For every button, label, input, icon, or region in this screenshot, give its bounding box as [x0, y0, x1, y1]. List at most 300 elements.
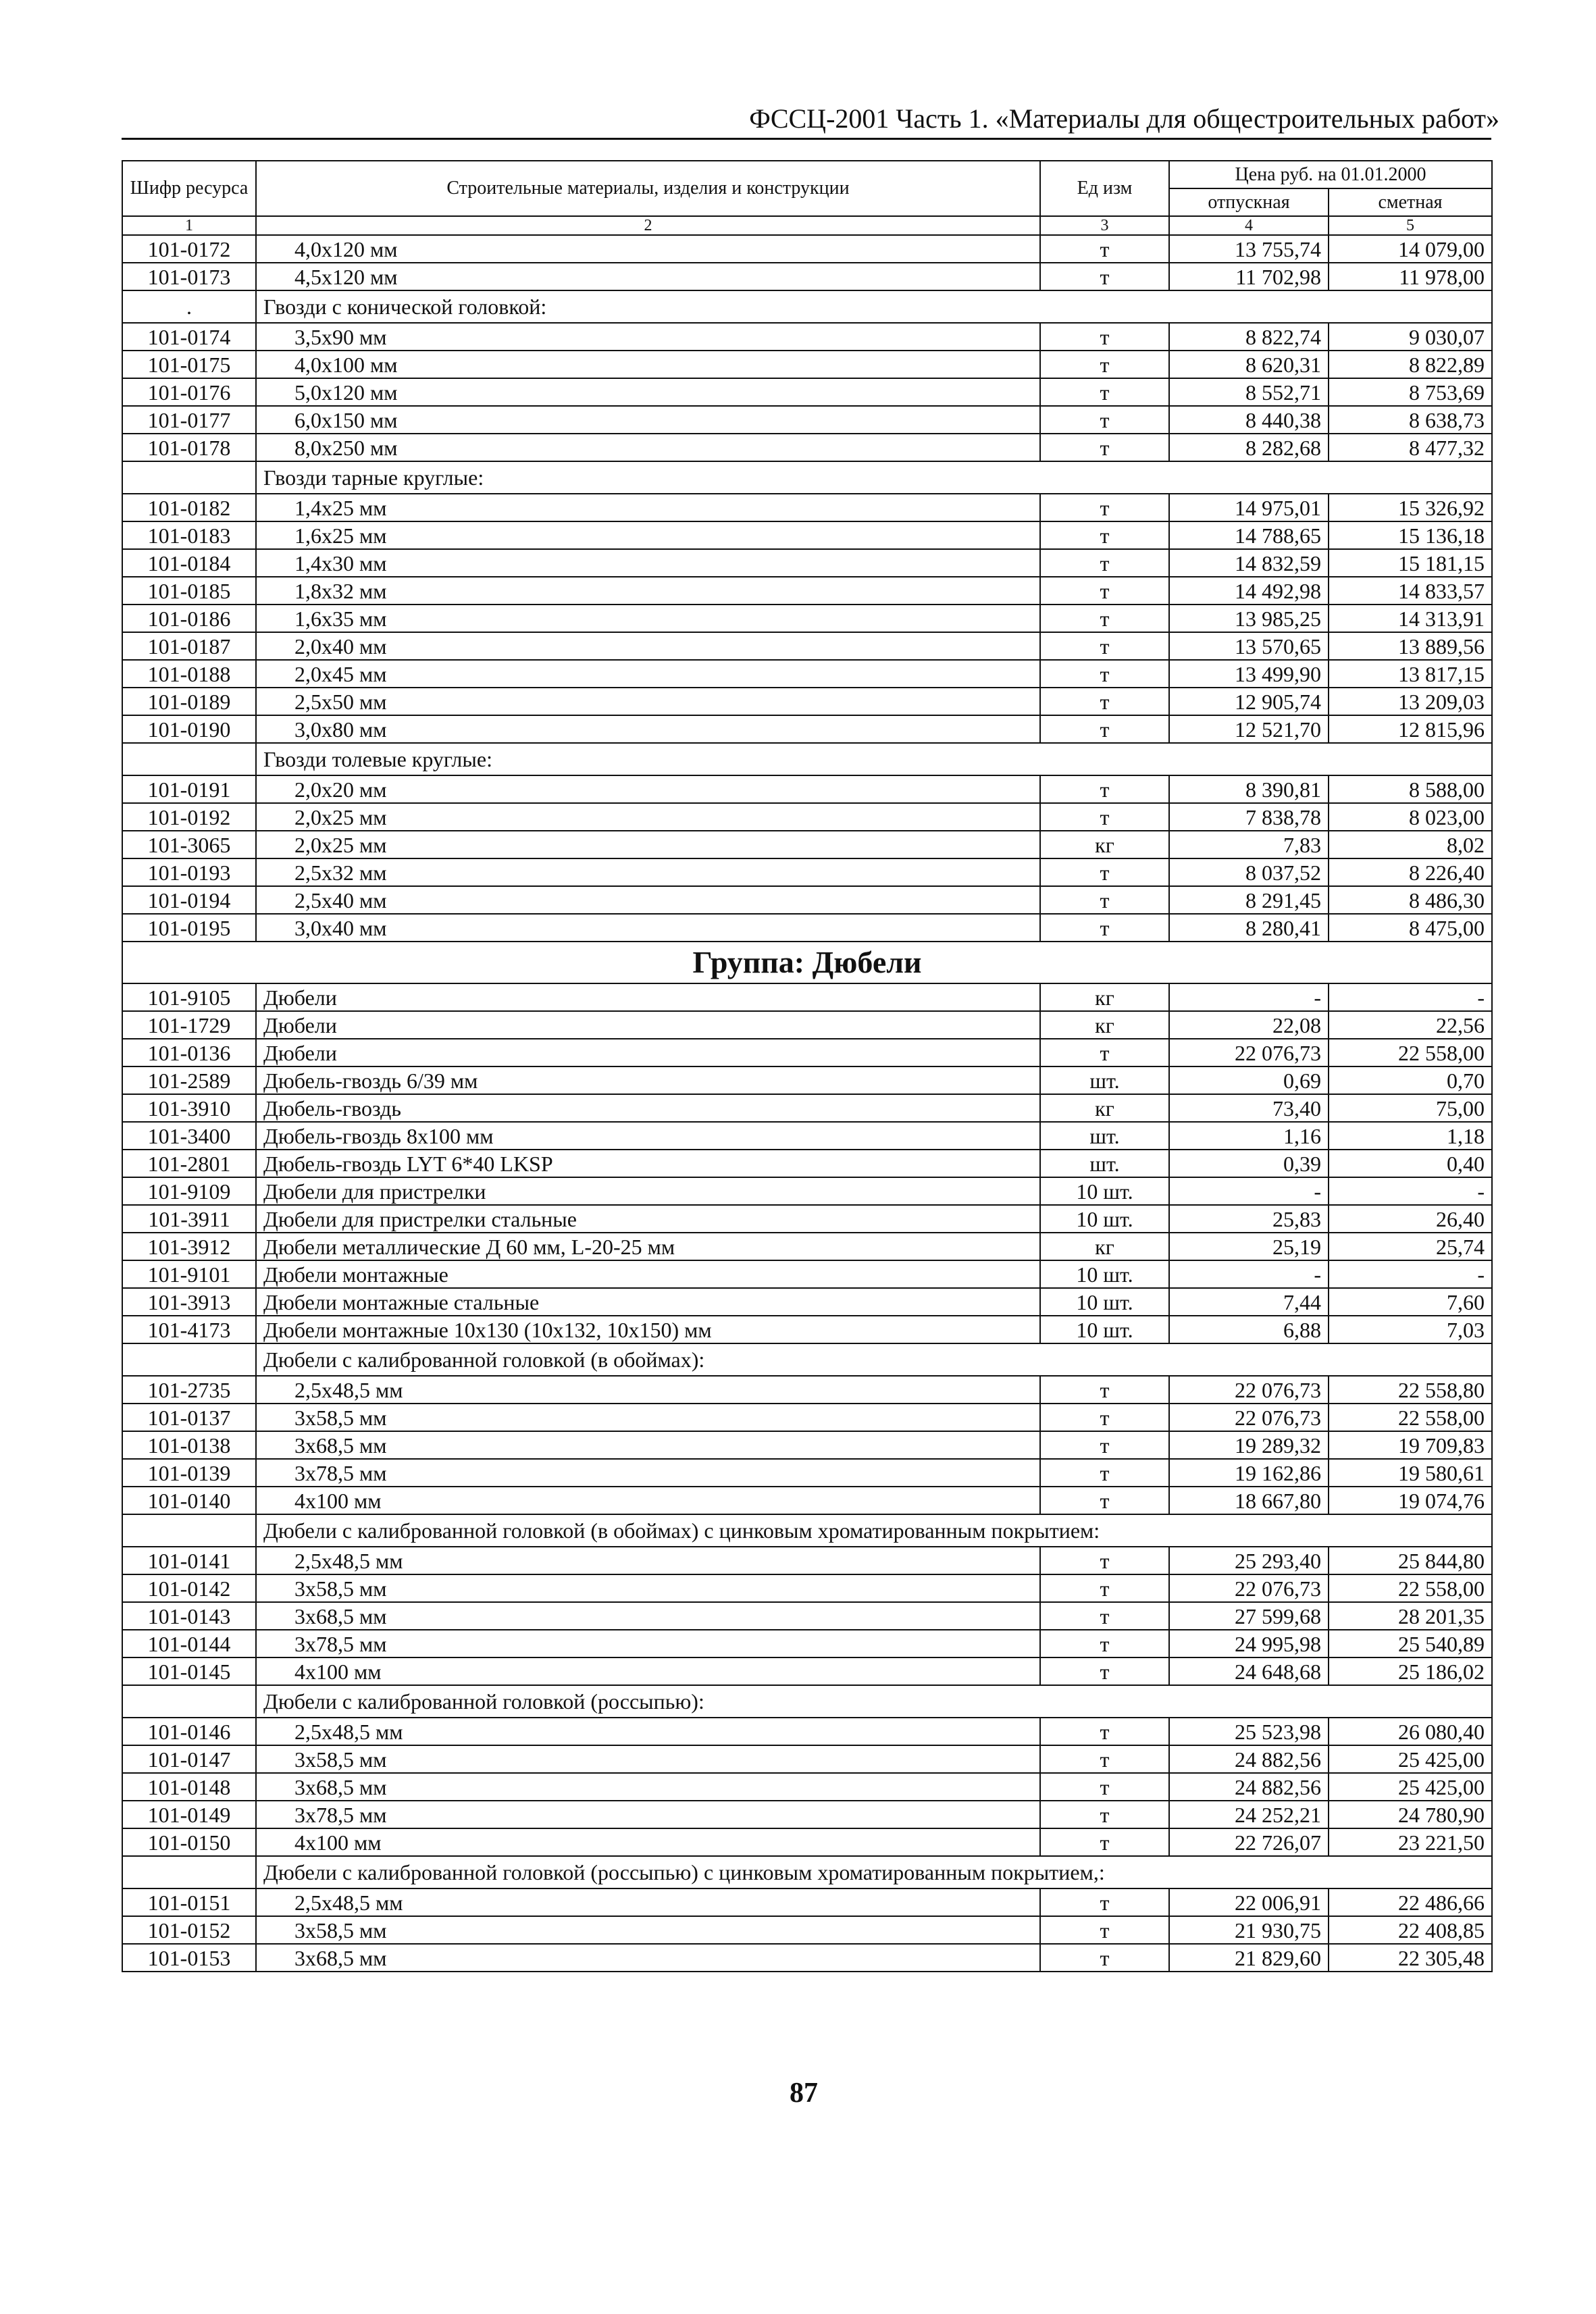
cell-resource-code: 101-0153: [122, 1944, 256, 1972]
cell-estimate-price: 14 833,57: [1329, 577, 1492, 605]
table-row: [122, 1630, 1492, 1657]
cell-unit: т: [1040, 858, 1169, 886]
cell-material-name: 4x100 мм: [256, 1657, 1040, 1685]
cell-resource-code: 101-0152: [122, 1916, 256, 1944]
cell-estimate-price: 8 638,73: [1329, 406, 1492, 434]
cell-release-price: -: [1169, 1177, 1329, 1205]
cell-estimate-price: 14 079,00: [1329, 235, 1492, 263]
cell-estimate-price: 8 753,69: [1329, 378, 1492, 406]
cell-resource-code: 101-0149: [122, 1801, 256, 1828]
cell-release-price: -: [1169, 983, 1329, 1011]
table-row: [122, 1459, 1492, 1487]
cell-unit: т: [1040, 1487, 1169, 1514]
column-header-estimate-price: сметная: [1329, 188, 1492, 216]
subsection-marker: .: [122, 290, 256, 323]
subsection-row: [122, 1343, 1492, 1376]
cell-unit: т: [1040, 1888, 1169, 1916]
cell-estimate-price: 11 978,00: [1329, 263, 1492, 290]
cell-unit: т: [1040, 914, 1169, 942]
subsection-marker: [122, 1343, 256, 1376]
cell-estimate-price: 22 486,66: [1329, 1888, 1492, 1916]
table-row: [122, 1574, 1492, 1602]
cell-unit: т: [1040, 605, 1169, 632]
cell-unit: т: [1040, 406, 1169, 434]
cell-estimate-price: 22 558,00: [1329, 1039, 1492, 1066]
cell-resource-code: 101-0141: [122, 1547, 256, 1574]
cell-unit: т: [1040, 1801, 1169, 1828]
table-row: [122, 914, 1492, 942]
cell-unit: т: [1040, 549, 1169, 577]
cell-material-name: Дюбели для пристрелки стальные: [256, 1205, 1040, 1233]
cell-unit: т: [1040, 1718, 1169, 1745]
cell-resource-code: 101-0173: [122, 263, 256, 290]
cell-estimate-price: 1,18: [1329, 1122, 1492, 1150]
table-row: [122, 688, 1492, 715]
cell-estimate-price: 25 844,80: [1329, 1547, 1492, 1574]
cell-unit: 10 шт.: [1040, 1260, 1169, 1288]
cell-material-name: 4,0x120 мм: [256, 235, 1040, 263]
cell-unit: т: [1040, 1630, 1169, 1657]
cell-unit: кг: [1040, 983, 1169, 1011]
cell-release-price: 22 076,73: [1169, 1376, 1329, 1404]
cell-unit: т: [1040, 351, 1169, 378]
cell-estimate-price: -: [1329, 1177, 1492, 1205]
cell-release-price: 7,44: [1169, 1288, 1329, 1316]
cell-material-name: 2,5x48,5 мм: [256, 1718, 1040, 1745]
cell-unit: т: [1040, 1602, 1169, 1630]
column-header-unit: Ед изм: [1040, 161, 1169, 216]
cell-estimate-price: 14 313,91: [1329, 605, 1492, 632]
subsection-title: Дюбели с калиброванной головкой (россыпью) с цинковым хроматированным покрытием,:: [256, 1856, 1492, 1888]
table-row: [122, 1657, 1492, 1685]
cell-material-name: 1,6x35 мм: [256, 605, 1040, 632]
cell-unit: т: [1040, 1657, 1169, 1685]
cell-estimate-price: 12 815,96: [1329, 715, 1492, 743]
cell-resource-code: 101-2589: [122, 1066, 256, 1094]
cell-resource-code: 101-0194: [122, 886, 256, 914]
table-row: [122, 1944, 1492, 1972]
subsection-title: Дюбели с калиброванной головкой (россыпью):: [256, 1685, 1492, 1718]
cell-resource-code: 101-4173: [122, 1316, 256, 1343]
cell-material-name: 3x58,5 мм: [256, 1404, 1040, 1431]
cell-estimate-price: 15 136,18: [1329, 521, 1492, 549]
cell-resource-code: 101-2735: [122, 1376, 256, 1404]
table-row: [122, 577, 1492, 605]
cell-resource-code: 101-0182: [122, 494, 256, 521]
cell-release-price: 8 620,31: [1169, 351, 1329, 378]
cell-resource-code: 101-9105: [122, 983, 256, 1011]
cell-material-name: Дюбель-гвоздь 6/39 мм: [256, 1066, 1040, 1094]
cell-release-price: 21 930,75: [1169, 1916, 1329, 1944]
cell-resource-code: 101-0174: [122, 323, 256, 351]
table-row: [122, 1801, 1492, 1828]
cell-resource-code: 101-1729: [122, 1011, 256, 1039]
cell-resource-code: 101-0188: [122, 660, 256, 688]
table-row: [122, 434, 1492, 461]
cell-material-name: 3,0x80 мм: [256, 715, 1040, 743]
cell-estimate-price: 8 822,89: [1329, 351, 1492, 378]
cell-material-name: Дюбели: [256, 1039, 1040, 1066]
cell-unit: т: [1040, 1039, 1169, 1066]
table-row: [122, 1745, 1492, 1773]
cell-unit: т: [1040, 1376, 1169, 1404]
cell-resource-code: 101-0172: [122, 235, 256, 263]
cell-estimate-price: 15 181,15: [1329, 549, 1492, 577]
cell-release-price: 0,69: [1169, 1066, 1329, 1094]
cell-unit: т: [1040, 1828, 1169, 1856]
cell-resource-code: 101-0193: [122, 858, 256, 886]
table-row: [122, 1376, 1492, 1404]
cell-estimate-price: 13 209,03: [1329, 688, 1492, 715]
cell-release-price: 8 037,52: [1169, 858, 1329, 886]
cell-unit: шт.: [1040, 1122, 1169, 1150]
cell-material-name: 2,0x20 мм: [256, 775, 1040, 803]
cell-material-name: 3x58,5 мм: [256, 1574, 1040, 1602]
cell-unit: т: [1040, 1547, 1169, 1574]
cell-unit: т: [1040, 577, 1169, 605]
cell-unit: 10 шт.: [1040, 1205, 1169, 1233]
column-number-3: 3: [1040, 216, 1169, 235]
subsection-marker: [122, 1514, 256, 1547]
table-row: [122, 660, 1492, 688]
cell-resource-code: 101-0187: [122, 632, 256, 660]
cell-material-name: Дюбель-гвоздь 8x100 мм: [256, 1122, 1040, 1150]
cell-release-price: 25 293,40: [1169, 1547, 1329, 1574]
table-row: [122, 775, 1492, 803]
cell-material-name: 2,5x32 мм: [256, 858, 1040, 886]
table-row: [122, 263, 1492, 290]
cell-resource-code: 101-0184: [122, 549, 256, 577]
cell-material-name: 5,0x120 мм: [256, 378, 1040, 406]
cell-estimate-price: -: [1329, 983, 1492, 1011]
cell-material-name: 2,0x25 мм: [256, 831, 1040, 858]
cell-material-name: Дюбель-гвоздь: [256, 1094, 1040, 1122]
cell-estimate-price: 26 080,40: [1329, 1718, 1492, 1745]
column-header-name: Строительные материалы, изделия и конструкции: [256, 161, 1040, 216]
cell-resource-code: 101-0140: [122, 1487, 256, 1514]
cell-estimate-price: 8 486,30: [1329, 886, 1492, 914]
cell-release-price: 8 822,74: [1169, 323, 1329, 351]
cell-release-price: 22 076,73: [1169, 1574, 1329, 1602]
page-number: 87: [790, 2078, 818, 2109]
cell-resource-code: 101-0185: [122, 577, 256, 605]
cell-material-name: 3x78,5 мм: [256, 1459, 1040, 1487]
cell-release-price: 18 667,80: [1169, 1487, 1329, 1514]
table-row: [122, 549, 1492, 577]
cell-resource-code: 101-0139: [122, 1459, 256, 1487]
cell-release-price: 0,39: [1169, 1150, 1329, 1177]
cell-material-name: 1,4x25 мм: [256, 494, 1040, 521]
table-row: [122, 831, 1492, 858]
cell-material-name: 2,5x48,5 мм: [256, 1888, 1040, 1916]
column-header-release-price: отпускная: [1169, 188, 1329, 216]
cell-estimate-price: 25,74: [1329, 1233, 1492, 1260]
cell-unit: т: [1040, 494, 1169, 521]
cell-unit: т: [1040, 1745, 1169, 1773]
cell-resource-code: 101-0148: [122, 1773, 256, 1801]
table-row: [122, 886, 1492, 914]
cell-estimate-price: 25 425,00: [1329, 1745, 1492, 1773]
cell-unit: т: [1040, 803, 1169, 831]
column-number-1: 1: [122, 216, 256, 235]
cell-release-price: 24 882,56: [1169, 1773, 1329, 1801]
cell-unit: т: [1040, 521, 1169, 549]
cell-resource-code: 101-0176: [122, 378, 256, 406]
cell-resource-code: 101-3400: [122, 1122, 256, 1150]
cell-resource-code: 101-0178: [122, 434, 256, 461]
table-row: [122, 1316, 1492, 1343]
price-table: [122, 160, 1493, 1972]
cell-release-price: 8 291,45: [1169, 886, 1329, 914]
table-row: [122, 351, 1492, 378]
table-row: [122, 406, 1492, 434]
cell-resource-code: 101-9101: [122, 1260, 256, 1288]
cell-material-name: 2,0x25 мм: [256, 803, 1040, 831]
cell-estimate-price: 19 580,61: [1329, 1459, 1492, 1487]
subsection-row: [122, 1856, 1492, 1888]
cell-material-name: 2,5x40 мм: [256, 886, 1040, 914]
table-row: [122, 1404, 1492, 1431]
cell-resource-code: 101-0137: [122, 1404, 256, 1431]
cell-resource-code: 101-0142: [122, 1574, 256, 1602]
cell-release-price: 24 995,98: [1169, 1630, 1329, 1657]
cell-resource-code: 101-0177: [122, 406, 256, 434]
cell-material-name: 3x68,5 мм: [256, 1602, 1040, 1630]
cell-material-name: 8,0x250 мм: [256, 434, 1040, 461]
cell-unit: т: [1040, 434, 1169, 461]
cell-estimate-price: 8,02: [1329, 831, 1492, 858]
cell-resource-code: 101-0186: [122, 605, 256, 632]
cell-material-name: 3x78,5 мм: [256, 1630, 1040, 1657]
cell-unit: т: [1040, 1944, 1169, 1972]
table-row: [122, 803, 1492, 831]
cell-material-name: 1,6x25 мм: [256, 521, 1040, 549]
cell-unit: кг: [1040, 831, 1169, 858]
cell-release-price: 14 975,01: [1169, 494, 1329, 521]
table-row: [122, 1177, 1492, 1205]
cell-resource-code: 101-0145: [122, 1657, 256, 1685]
cell-release-price: 13 755,74: [1169, 235, 1329, 263]
table-row: [122, 1260, 1492, 1288]
table-row: [122, 1011, 1492, 1039]
cell-material-name: 4,5x120 мм: [256, 263, 1040, 290]
cell-material-name: 6,0x150 мм: [256, 406, 1040, 434]
subsection-row: [122, 743, 1492, 775]
table-row: [122, 1916, 1492, 1944]
cell-estimate-price: 25 425,00: [1329, 1773, 1492, 1801]
cell-material-name: 4,0x100 мм: [256, 351, 1040, 378]
column-number-5: 5: [1329, 216, 1492, 235]
cell-material-name: Дюбели: [256, 983, 1040, 1011]
table-row: [122, 983, 1492, 1011]
cell-material-name: 3x68,5 мм: [256, 1431, 1040, 1459]
cell-estimate-price: 23 221,50: [1329, 1828, 1492, 1856]
column-number-2: 2: [256, 216, 1040, 235]
cell-release-price: 19 162,86: [1169, 1459, 1329, 1487]
subsection-marker: [122, 461, 256, 494]
cell-unit: т: [1040, 1773, 1169, 1801]
cell-material-name: Дюбели металлические Д 60 мм, L-20-25 мм: [256, 1233, 1040, 1260]
cell-material-name: Дюбели монтажные стальные: [256, 1288, 1040, 1316]
cell-estimate-price: 24 780,90: [1329, 1801, 1492, 1828]
cell-release-price: 22 076,73: [1169, 1039, 1329, 1066]
cell-release-price: 14 832,59: [1169, 549, 1329, 577]
cell-material-name: 4x100 мм: [256, 1828, 1040, 1856]
cell-release-price: 8 390,81: [1169, 775, 1329, 803]
cell-unit: кг: [1040, 1011, 1169, 1039]
subsection-title: Гвозди тарные круглые:: [256, 461, 1492, 494]
cell-estimate-price: 0,40: [1329, 1150, 1492, 1177]
subsection-row: [122, 461, 1492, 494]
cell-material-name: 3x78,5 мм: [256, 1801, 1040, 1828]
cell-unit: 10 шт.: [1040, 1316, 1169, 1343]
cell-unit: т: [1040, 1431, 1169, 1459]
cell-resource-code: 101-3912: [122, 1233, 256, 1260]
subsection-marker: [122, 1856, 256, 1888]
cell-release-price: 12 905,74: [1169, 688, 1329, 715]
cell-release-price: -: [1169, 1260, 1329, 1288]
cell-resource-code: 101-0144: [122, 1630, 256, 1657]
cell-material-name: 2,0x45 мм: [256, 660, 1040, 688]
cell-resource-code: 101-0151: [122, 1888, 256, 1916]
cell-unit: шт.: [1040, 1150, 1169, 1177]
cell-material-name: Дюбели для пристрелки: [256, 1177, 1040, 1205]
cell-estimate-price: 15 326,92: [1329, 494, 1492, 521]
cell-release-price: 22,08: [1169, 1011, 1329, 1039]
table-row: [122, 1828, 1492, 1856]
table-row: [122, 323, 1492, 351]
cell-resource-code: 101-0191: [122, 775, 256, 803]
table-row: [122, 1773, 1492, 1801]
cell-estimate-price: 8 023,00: [1329, 803, 1492, 831]
cell-material-name: Дюбели: [256, 1011, 1040, 1039]
cell-estimate-price: 8 226,40: [1329, 858, 1492, 886]
table-row: [122, 1233, 1492, 1260]
subsection-row: [122, 1685, 1492, 1718]
table-row: [122, 1150, 1492, 1177]
cell-release-price: 12 521,70: [1169, 715, 1329, 743]
cell-release-price: 73,40: [1169, 1094, 1329, 1122]
cell-material-name: Дюбели монтажные: [256, 1260, 1040, 1288]
cell-unit: т: [1040, 1459, 1169, 1487]
table-row: [122, 1718, 1492, 1745]
column-number-4: 4: [1169, 216, 1329, 235]
cell-resource-code: 101-0146: [122, 1718, 256, 1745]
cell-unit: т: [1040, 715, 1169, 743]
cell-estimate-price: 8 477,32: [1329, 434, 1492, 461]
column-header-price: Цена руб. на 01.01.2000: [1169, 161, 1492, 188]
cell-estimate-price: 8 475,00: [1329, 914, 1492, 942]
table-row: [122, 1602, 1492, 1630]
cell-estimate-price: 25 186,02: [1329, 1657, 1492, 1685]
cell-unit: т: [1040, 1574, 1169, 1602]
cell-resource-code: 101-0183: [122, 521, 256, 549]
table-row: [122, 1066, 1492, 1094]
cell-resource-code: 101-0138: [122, 1431, 256, 1459]
cell-estimate-price: -: [1329, 1260, 1492, 1288]
cell-release-price: 14 788,65: [1169, 521, 1329, 549]
cell-material-name: 1,8x32 мм: [256, 577, 1040, 605]
cell-release-price: 11 702,98: [1169, 263, 1329, 290]
cell-estimate-price: 22 558,00: [1329, 1404, 1492, 1431]
cell-estimate-price: 9 030,07: [1329, 323, 1492, 351]
cell-unit: т: [1040, 235, 1169, 263]
cell-resource-code: 101-3913: [122, 1288, 256, 1316]
cell-unit: т: [1040, 688, 1169, 715]
cell-unit: 10 шт.: [1040, 1288, 1169, 1316]
table-row: [122, 632, 1492, 660]
table-row: [122, 1288, 1492, 1316]
cell-material-name: 3,5x90 мм: [256, 323, 1040, 351]
subsection-marker: [122, 1685, 256, 1718]
cell-unit: т: [1040, 1916, 1169, 1944]
cell-release-price: 24 252,21: [1169, 1801, 1329, 1828]
cell-release-price: 24 882,56: [1169, 1745, 1329, 1773]
cell-material-name: 1,4x30 мм: [256, 549, 1040, 577]
table-row: [122, 494, 1492, 521]
cell-unit: шт.: [1040, 1066, 1169, 1094]
cell-release-price: 8 440,38: [1169, 406, 1329, 434]
cell-material-name: 3x68,5 мм: [256, 1944, 1040, 1972]
cell-estimate-price: 13 817,15: [1329, 660, 1492, 688]
page-header-title: ФССЦ-2001 Часть 1. «Материалы для общестроительных работ»: [749, 103, 1499, 134]
cell-material-name: 2,5x50 мм: [256, 688, 1040, 715]
cell-material-name: 2,5x48,5 мм: [256, 1376, 1040, 1404]
cell-material-name: 3x68,5 мм: [256, 1773, 1040, 1801]
cell-estimate-price: 22 558,00: [1329, 1574, 1492, 1602]
cell-release-price: 25,19: [1169, 1233, 1329, 1260]
subsection-row: [122, 290, 1492, 323]
table-row: [122, 1888, 1492, 1916]
cell-release-price: 8 280,41: [1169, 914, 1329, 942]
cell-estimate-price: 25 540,89: [1329, 1630, 1492, 1657]
cell-resource-code: 101-0136: [122, 1039, 256, 1066]
cell-release-price: 13 985,25: [1169, 605, 1329, 632]
table-row: [122, 1039, 1492, 1066]
cell-resource-code: 101-0150: [122, 1828, 256, 1856]
cell-unit: т: [1040, 378, 1169, 406]
table-row: [122, 1487, 1492, 1514]
cell-resource-code: 101-0175: [122, 351, 256, 378]
cell-material-name: 2,0x40 мм: [256, 632, 1040, 660]
cell-unit: т: [1040, 263, 1169, 290]
cell-resource-code: 101-0147: [122, 1745, 256, 1773]
cell-resource-code: 101-0190: [122, 715, 256, 743]
table-row: [122, 378, 1492, 406]
cell-release-price: 19 289,32: [1169, 1431, 1329, 1459]
cell-estimate-price: 0,70: [1329, 1066, 1492, 1094]
table-row: [122, 858, 1492, 886]
subsection-title: Гвозди с конической головкой:: [256, 290, 1492, 323]
cell-resource-code: 101-3911: [122, 1205, 256, 1233]
cell-release-price: 13 499,90: [1169, 660, 1329, 688]
cell-resource-code: 101-0189: [122, 688, 256, 715]
cell-release-price: 6,88: [1169, 1316, 1329, 1343]
cell-material-name: 3,0x40 мм: [256, 914, 1040, 942]
cell-estimate-price: 75,00: [1329, 1094, 1492, 1122]
cell-unit: т: [1040, 632, 1169, 660]
table-row: [122, 1122, 1492, 1150]
cell-estimate-price: 22 558,80: [1329, 1376, 1492, 1404]
group-row: [122, 942, 1492, 983]
table-row: [122, 1094, 1492, 1122]
group-title: Группа: Дюбели: [122, 942, 1492, 983]
table-row: [122, 235, 1492, 263]
cell-release-price: 14 492,98: [1169, 577, 1329, 605]
cell-release-price: 7,83: [1169, 831, 1329, 858]
cell-release-price: 1,16: [1169, 1122, 1329, 1150]
cell-release-price: 22 076,73: [1169, 1404, 1329, 1431]
